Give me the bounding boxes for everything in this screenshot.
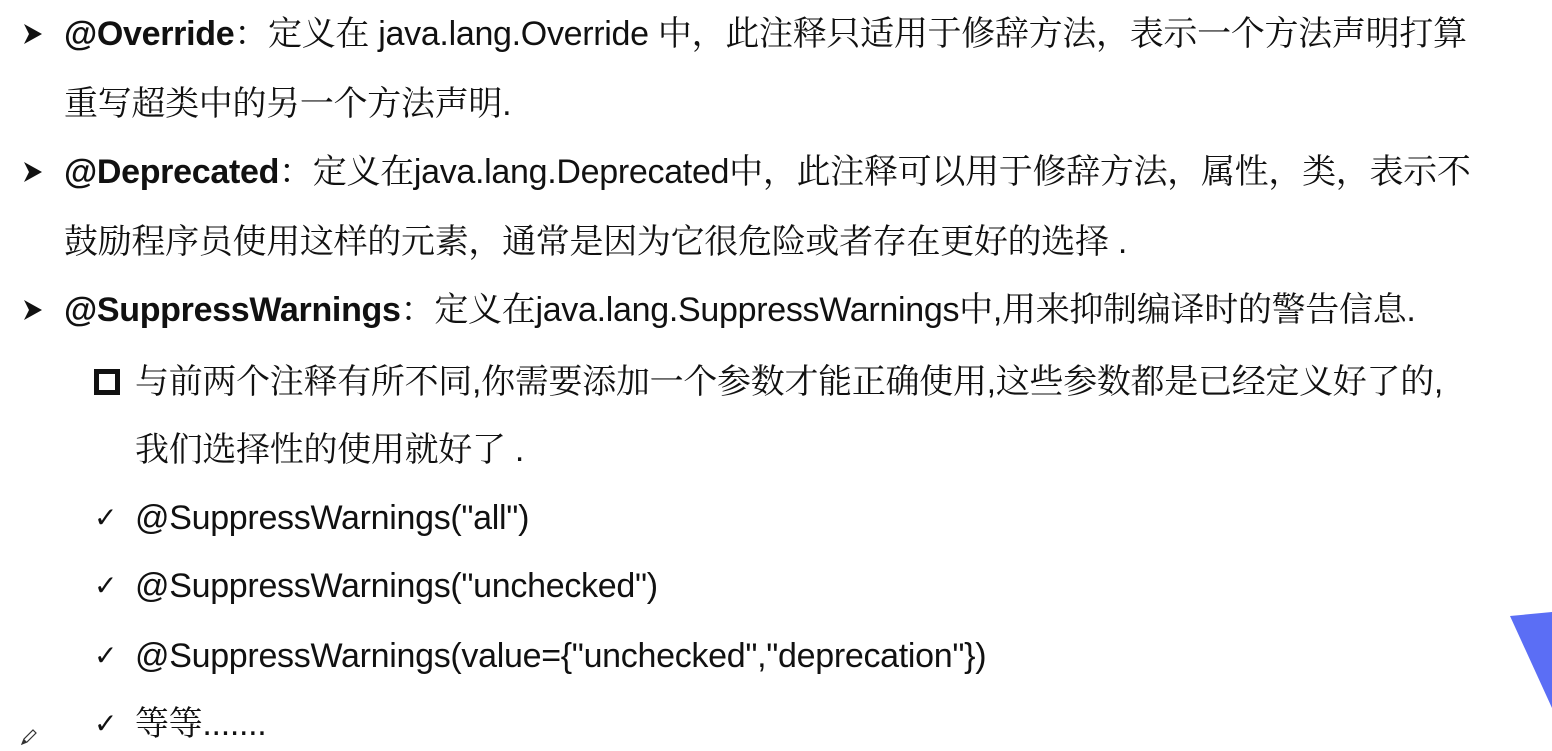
arrowhead-bullet-icon bbox=[20, 290, 48, 330]
keyword-override: @Override bbox=[64, 15, 235, 53]
keyword-suppresswarnings: @SuppressWarnings bbox=[64, 291, 401, 329]
item-deprecated-line2: 鼓励程序员使用这样的元素，通常是因为它很危险或者存在更好的选择 . bbox=[64, 223, 1127, 261]
example-item: 等等....... bbox=[135, 705, 267, 743]
arrowhead-bullet-icon bbox=[20, 152, 48, 192]
item-deprecated-line1 bbox=[64, 152, 1471, 192]
pen-icon[interactable] bbox=[20, 728, 38, 746]
checkmark-icon: ✓ bbox=[94, 501, 118, 534]
checkmark-icon: ✓ bbox=[94, 569, 118, 602]
square-bullet-icon bbox=[94, 369, 120, 395]
example-item: @SuppressWarnings(value={"unchecked","deprecation"}) bbox=[135, 637, 987, 675]
item-override-desc: ：定义在 java.lang.Override 中，此注释只适用于修辞方法，表示一个方法声明打算 bbox=[234, 15, 1467, 53]
sub-note-line2: 我们选择性的使用就好了 . bbox=[135, 431, 524, 469]
triangle-shape bbox=[1510, 612, 1552, 712]
example-item: @SuppressWarnings("unchecked") bbox=[135, 567, 658, 605]
checkmark-icon: ✓ bbox=[94, 707, 118, 740]
keyword-deprecated: @Deprecated bbox=[64, 153, 280, 191]
item-override-line2: 重写超类中的另一个方法声明. bbox=[64, 85, 512, 123]
example-item: @SuppressWarnings("all") bbox=[135, 499, 530, 537]
item-suppresswarnings-desc: ：定义在java.lang.SuppressWarnings中,用来抑制编译时的警告信息. bbox=[400, 291, 1416, 329]
checkmark-icon: ✓ bbox=[94, 639, 118, 672]
arrowhead-bullet-icon bbox=[20, 14, 48, 54]
sub-note-line1: 与前两个注释有所不同,你需要添加一个参数才能正确使用,这些参数都是已经定义好了的, bbox=[135, 363, 1444, 401]
item-override-line1 bbox=[64, 14, 1467, 54]
item-suppresswarnings-line1 bbox=[64, 290, 1416, 330]
item-deprecated-desc: ：定义在java.lang.Deprecated中，此注释可以用于修辞方法，属性，类，表示不 bbox=[279, 153, 1471, 191]
